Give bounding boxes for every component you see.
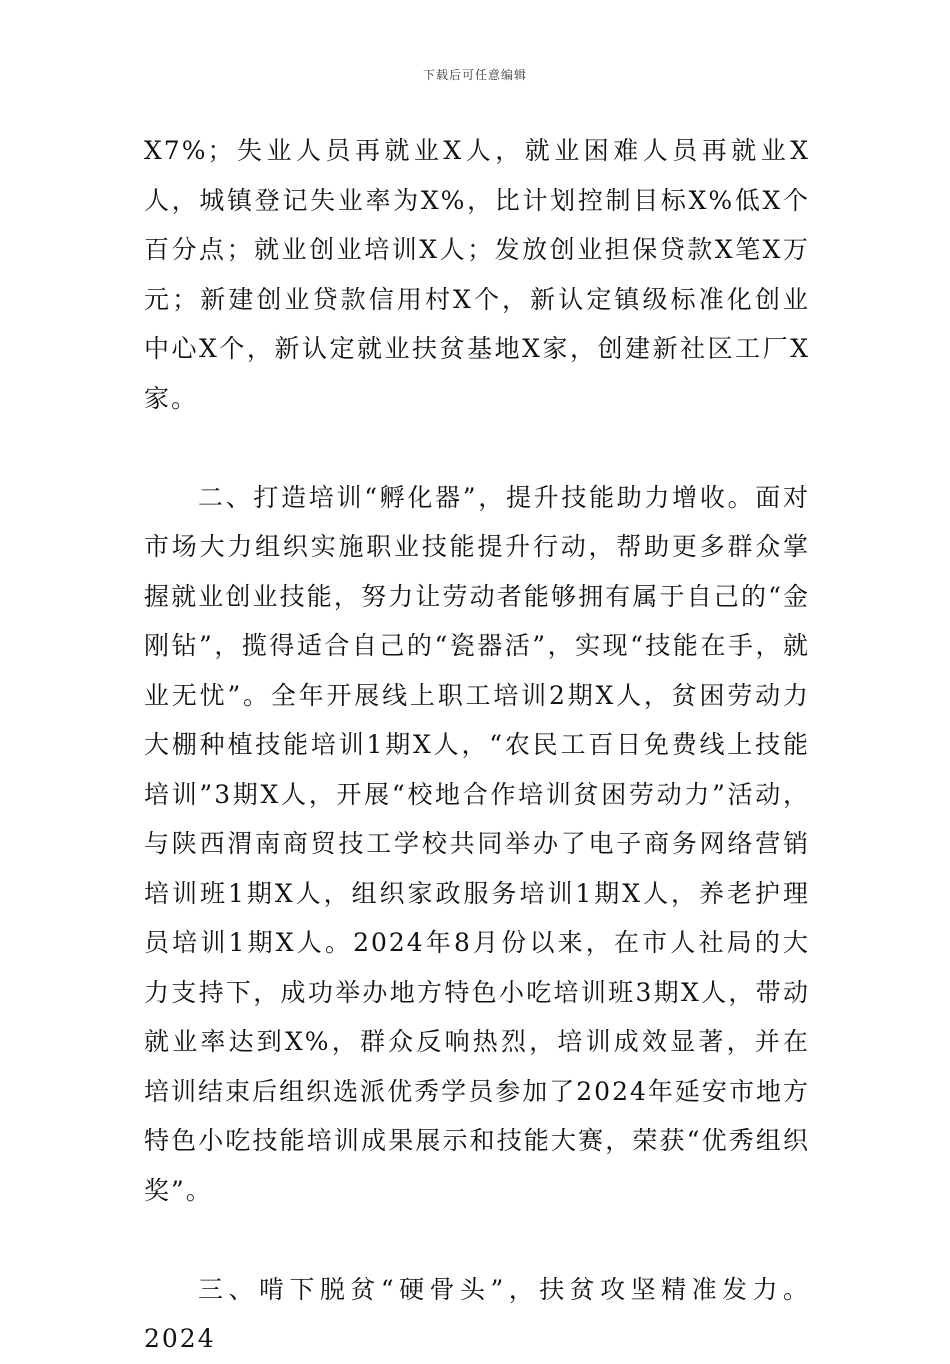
page-header: 下载后可任意编辑 — [422, 68, 527, 82]
paragraph-gap — [144, 1215, 810, 1265]
paragraph-training: 二、打造培训“孵化器”，提升技能助力增收。面对市场大力组织实施职业技能提升行动，帮助更多群众掌握就业创业技能，努力让劳动者能够拥有属于自己的“金刚钻”，揽得适合自己的“瓷器活”，实现“技能在手，就业无忧”。全年开展线上职工培训2期X人，贫困劳动力大棚种植技能培训1期X人，“农民工百日免费线上技能培训”3期X人，开展“校地合作培训贫困劳动力”活动，与陕西渭南商贸技工学校共同举办了电子商务网络营销培训班1期X人，组织家政服务培训1期X人，养老护理员培训1期X人。2024年8月份以来，在市人社局的大力支持下，成功举办地方特色小吃培训班3期X人，带动就业率达到X%，群众反响热烈，培训成效显著，并在培训结束后组织选派优秀学员参加了2024年延安市地方特色小吃技能培训成果展示和技能大赛，荣获“优秀组织奖”。 — [144, 482, 810, 1205]
paragraph-gap — [144, 423, 810, 473]
document-body — [144, 126, 810, 1364]
paragraph-poverty-alleviation: 三、啃下脱贫“硬骨头”，扶贫攻坚精准发力。2024 — [144, 1274, 810, 1353]
paragraph-employment-stats: X7%；失业人员再就业X人，就业困难人员再就业X人，城镇登记失业率为X%，比计划控制目标X%低X个百分点；就业创业培训X人；发放创业担保贷款X笔X万元；新建创业贷款信用村X个，新认定镇级标准化创业中心X个，新认定就业扶贫基地X家，创建新社区工厂X家。 — [144, 136, 810, 413]
